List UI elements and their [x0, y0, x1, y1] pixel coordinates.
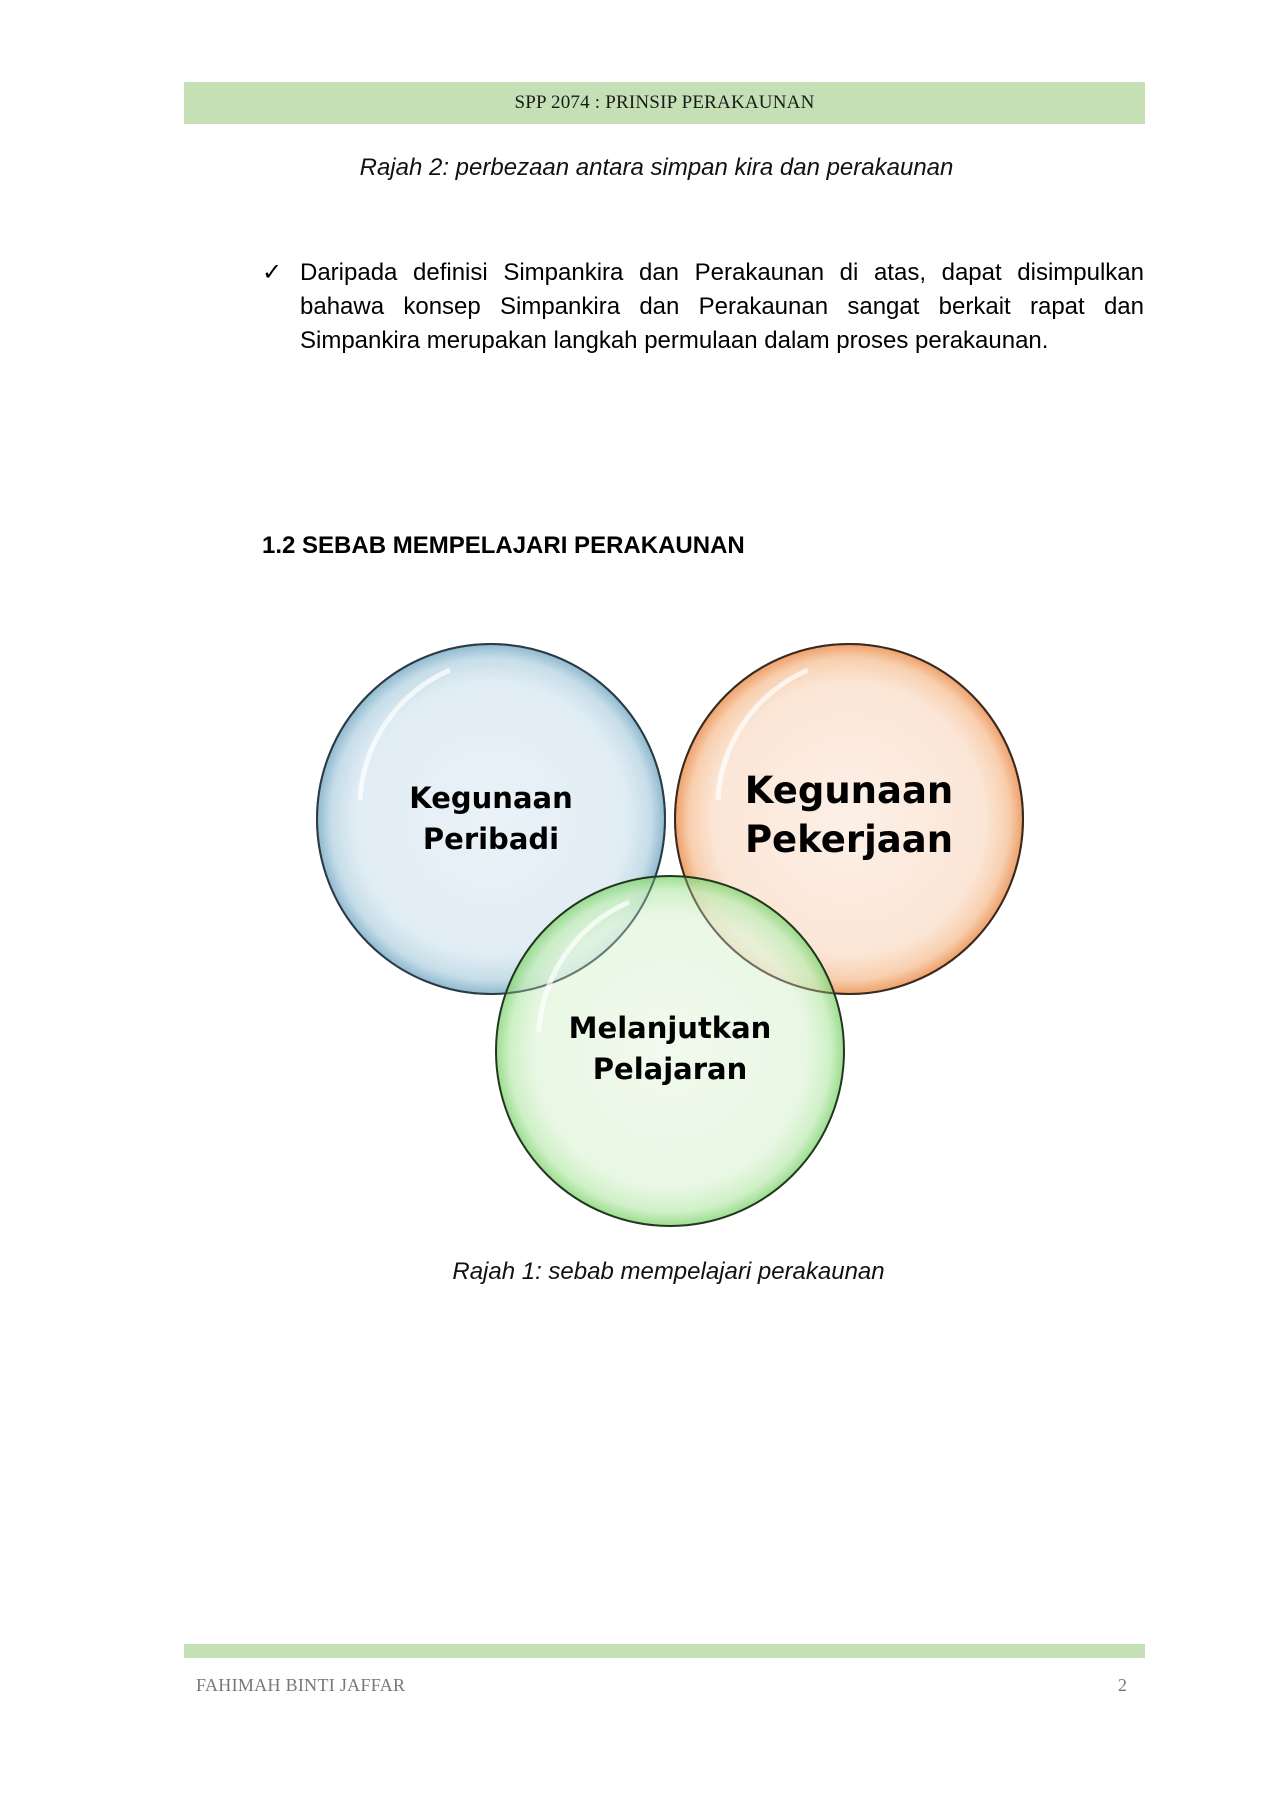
label-kegunaan-pekerjaan: [736, 766, 962, 864]
label-line: Peribadi: [422, 822, 560, 856]
label-melanjutkan-pelajaran: [550, 1008, 790, 1090]
page-footer-bar: [184, 1644, 1145, 1658]
checkmark-icon: ✓: [262, 259, 283, 286]
footer-author: FAHIMAH BINTI JAFFAR: [196, 1675, 406, 1695]
label-line: Melanjutkan: [568, 1011, 772, 1045]
label-kegunaan-peribadi: [391, 778, 591, 860]
venn-circles-graphic: [300, 630, 1040, 1240]
label-line: Pelajaran: [592, 1052, 748, 1086]
section-heading: 1.2 SEBAB MEMPELAJARI PERAKAUNAN: [262, 532, 745, 559]
label-line: Kegunaan: [744, 769, 954, 812]
footer-page-number: 2: [1118, 1675, 1127, 1695]
figure-2-caption: Rajah 2: perbezaan antara simpan kira dan perakaunan: [359, 154, 954, 181]
header-title: SPP 2074 : PRINSIP PERAKAUNAN: [514, 92, 815, 113]
venn-diagram: [300, 630, 1040, 1240]
page-header-bar: [184, 82, 1145, 124]
label-line: Pekerjaan: [744, 818, 954, 861]
bullet-text: Daripada definisi Simpankira dan Perakaunan di atas, dapat disimpulkan bahawa konsep Simpankira dan Perakaunan sangat berkait rapat dan Simpankira merupakan langkah permulaan dalam proses perakaunan.: [300, 259, 1144, 354]
figure-1-caption: Rajah 1: sebab mempelajari perakaunan: [452, 1258, 885, 1285]
bullet-paragraph: [262, 256, 1144, 358]
label-line: Kegunaan: [409, 781, 573, 815]
